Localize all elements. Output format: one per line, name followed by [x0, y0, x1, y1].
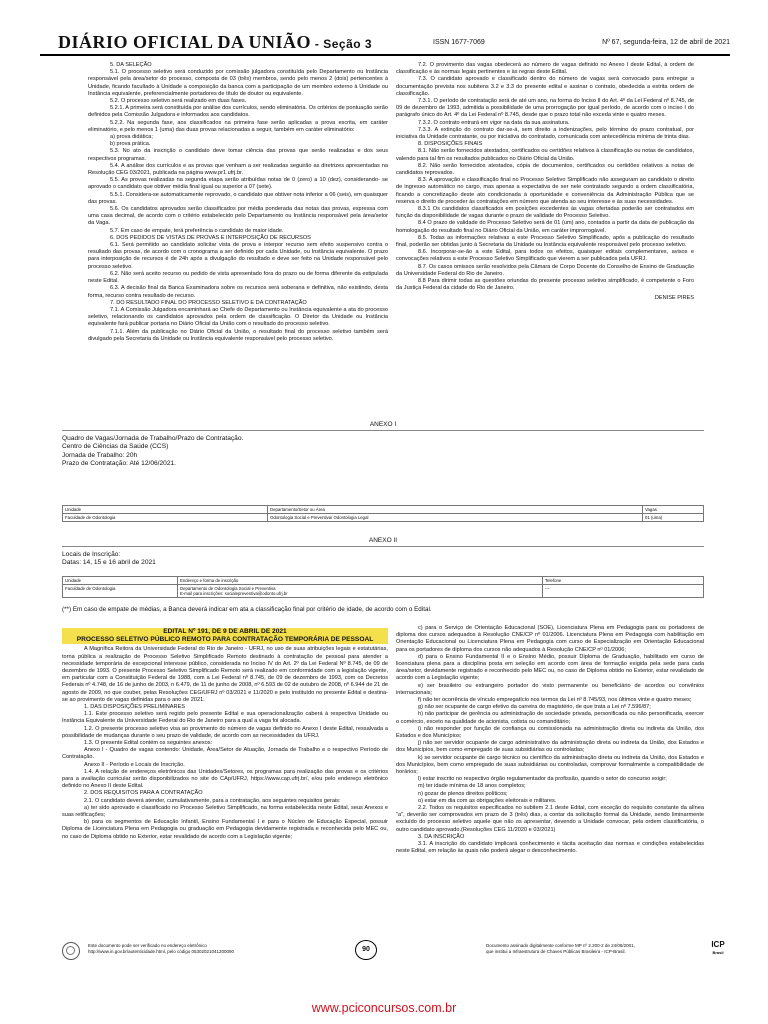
icp-label: ICP: [711, 940, 725, 949]
paragraph: 6. DOS PEDIDOS DE VISTAS DE PROVAS E INTERPOSIÇÃO DE RECURSOS: [110, 234, 311, 241]
paragraph: 8.4 O prazo de validade do Processo Seletivo será de 01 (um) ano, contados a partir da data de publicação da homologação do resultado final no Diário Oficial da União, em caráter improrrogável.: [396, 220, 694, 234]
paragraph: n) gozar de plenos direitos políticos;: [418, 790, 508, 797]
paragraph: 7.3.1. O período de contratação será de até um ano, na forma do Inciso II do Art. 4º da Lei Federal nº 8.745, de 09 de dezembro de 1993, admitida a possibilidade de uma prorrogação por igual período, de acordo com o inciso I do parágrafo único do Art. 4º da Lei Federal nº 8.745, desde que o prazo total não exceda vinte e quatro meses.: [396, 98, 694, 119]
paragraph: 2. DOS REQUISITOS PARA A CONTRATAÇÃO: [84, 790, 203, 797]
edital-subject: PROCESSO SELETIVO PÚBLICO REMOTO PARA CONTRATAÇÃO TEMPORÁRIA DE PESSOAL: [76, 636, 374, 644]
table-cell: Faculdade de Odontologia: [63, 514, 268, 522]
page-number: 90: [355, 940, 377, 960]
paragraph: m) ter idade mínima de 18 anos completos;: [418, 783, 526, 790]
paragraph: 7.3. O candidato aprovado e classificado dentro do número de vagas será convocado para entregar a documentação prevista nos subitens 3.2 e 3.3 do presente edital e assinar o contrato, obedecida a estrita ordem de classificação.: [396, 76, 694, 97]
info-line: Jornada de Trabalho: 20h: [62, 451, 138, 459]
paragraph: a) ter sido aprovado e classificado no Processo Seletivo Simplificado, na forma estabelecida neste Edital, seus Anexos e suas retificações;: [62, 804, 388, 819]
paragraph: g) não ser ocupante de cargo efetivo da carreira do magistério, de que trata a Lei nº 7.596/87;: [418, 704, 651, 711]
paragraph: h) não participar de gerência ou administração de sociedade privada, personificada ou não personificada, exercer o comércio, exceto na qualidade de acionista, cotista ou comanditário;: [396, 711, 704, 725]
paragraph: A Magnífica Reitora da Universidade Federal do Rio de Janeiro - UFRJ, no uso de suas atribuições legais e estatutárias, torna pública a realização de Processo Seletivo Simplificado Remoto destinado à contratação de pessoal para atender a necessidade temporária de excepcional interesse público, considerada no Inciso IV do Art. 2º da Lei Federal Nº 8.745, de 09 de dezembro de 1993. O presente Processo Seletivo Simplificado Remoto será realizado em conformidade com a legislação vigente, em particular com a Constituição Federal de 1988, com a Lei Federal nº 8.745, de 09 de dezembro de 1993, com os Decretos Federais nº 4.748, de 16 de junho de 2003, n 6.479, de 11 de junho de 2008, nº 6.593 de 02 de outubro de 2008, nº 6.944 de 21 de agosto de 2009, no que couber, pelas Resoluções CEG/UFRJ nº 03/2021 e 11/2020 e pelo instituído no presente Edital e destina-se ao provimento de vagas definidas para o ano de 2021.: [62, 646, 388, 703]
paragraph: 5.5. As provas realizadas na segunda etapa serão atribuídas notas de 0 (zero) a 10 (dez), considerando- se aprovado o candidato que obtiver média final igual ou superior a 07 (sete).: [88, 177, 388, 191]
lower-left-column: [62, 628, 388, 841]
table-row: [63, 506, 704, 514]
edital-heading: [62, 628, 388, 644]
table-cell-line: Departamento de Odontologia Social e Preventiva: [180, 586, 276, 591]
paragraph: i) não responder por função de confiança ou comissionada na administração direta ou indireta da União, dos Estados e dos Municípios;: [396, 725, 704, 740]
paragraph: 2.2. Todos os requisitos especificados no subitem 2.1 deste Edital, com exceção do requisito constante da alínea "a", deverão ser comprovados em prazo de 3 (três) dias, a contar da solicitação formal da Unidade, sendo liminarmente excluído do processo seletivo aquele que não os apresentar, devendo a Unidade convocar, pela ordem classificatória, o outro candidato aprovado.(Resoluções CEG 11/2020 e 03/2021): [396, 805, 704, 833]
upper-right-column: [396, 62, 694, 302]
table-cell: Faculdade de Odontologia: [63, 585, 178, 598]
paragraph: 5.4. A análise dos currículos e as provas que venham a ser realizadas seguirão as diretrizes apresentadas na Resolução CEG 03/2021, publicada na página www.pr1.ufrj.br.: [88, 162, 388, 177]
paragraph: Anexo I - Quadro de vagas contendo: Unidade, Área/Setor de Atuação, Jornada de Trabalho e o respectivo Período de Contratação.: [62, 747, 388, 761]
paragraph: 5.6. Os candidatos aprovados serão classificados por média ponderada das notas das provas, expressa com uma casa decimal, de acordo com o critério estabelecido pelo Departamento ou Instância responsável pela área/setor da Vaga.: [88, 206, 388, 227]
info-line: Centro de Ciências da Saúde (CCS): [62, 443, 169, 451]
paragraph: Anexo II - Período e Locais de Inscrição.: [84, 761, 185, 768]
paragraph: 5.3. No ato da inscrição o candidato deve tomar ciência das provas que serão realizadas e dos seus respectivos programas.: [88, 148, 388, 162]
table-header: Endereço e forma de inscrição: [178, 577, 543, 585]
paragraph: 8.6. Incorporar-se-ão a este Edital, para todos os efeitos, quaisquer editais complementares, avisos e convocações relativos a este Processo Seletivo Simplificado que vierem a ser publicados pela UFRJ.: [396, 249, 694, 263]
paragraph: l) estar inscrito no respectivo órgão regulamentador da profissão, quando o setor do concurso exigir;: [418, 776, 667, 783]
annex2-title: ANEXO II: [368, 537, 398, 544]
source-site-link[interactable]: www.pciconcursos.com.br: [311, 1001, 457, 1015]
masthead-title: DIÁRIO OFICIAL DA UNIÃO: [58, 32, 312, 52]
tiebreak-note: (**) Em caso de empate de médias, a Banca deverá indicar em ata a classificação final por critério de idade, de acordo com o Edital.: [62, 606, 432, 613]
paragraph: 7.1. A Comissão Julgadora encaminhará ao Chefe do Departamento ou Instância equivalente a ata do processo seletivo, relacionando os candidatos aprovados pela ordem de classificação. O Diretor da Unidade ou Instância equivalente fará publicar portaria no Diário Oficial da União com o resultado do processo seletivo.: [88, 306, 388, 328]
annex1-info: [62, 435, 243, 469]
icp-brasil-logo: [707, 940, 729, 962]
annex1-table: [62, 505, 704, 522]
edital-number: EDITAL Nº 191, DE 9 DE ABRIL DE 2021: [163, 628, 287, 635]
paragraph: 3.1. A inscrição do candidato implicará conhecimento e tácita aceitação das normas e condições estabelecidas neste Edital, em relação às quais não poderá alegar o desconhecimento.: [396, 841, 704, 855]
paragraph: 7.3.3. A extinção do contrato dar-se-á, sem direito a indenizações, pelo término do prazo contratual, por iniciativa da Unidade contratante, ou por iniciativa do contratado, comunicada com antecedência mínima de trinta dias.: [396, 126, 694, 141]
paragraph: 6.1. Será permitido ao candidato solicitar vista de prova e interpor recurso sem efeito suspensivo contra o resultado das provas, de acordo com o cronograma a ser definido por cada Unidade, ou Instância equivalente. O prazo para interposição de recursos é de 24h após a divulgação do resultado e deve ser feito na Unidade responsável pelo processo seletivo.: [88, 242, 388, 270]
paragraph: 5.7. Em caso de empate, terá preferência o candidato de maior idade.: [110, 227, 284, 234]
paragraph: 7.2. O provimento das vagas obedecerá ao número de vagas definido no Anexo I deste Edital, à ordem de classificação e às normas legais pertinentes e às regras deste Edital.: [396, 62, 694, 76]
paragraph: 5.2.2. Na segunda fase, aos classificados na primeira fase serão aplicadas a prova escrita, em caráter eliminatório, e pelo menos 1 (uma) das duas provas relacionadas a seguir, também em caráter eliminatório:: [88, 119, 388, 133]
paragraph: 8.8 Para dirimir todas as questões oriundas do presente processo seletivo simplificado, é competente o Foro da Justiça Federal da cidade do Rio de Janeiro.: [396, 278, 694, 292]
paragraph: 8.7. Os casos omissos serão resolvidos pela Câmara de Corpo Docente do Conselho de Ensino de Graduação da Universidade Federal do Rio de Janeiro.: [396, 263, 694, 277]
paragraph: 7.3.2. O contrato entrará em vigor na data da sua assinatura.: [418, 119, 570, 126]
annex2-table: [62, 576, 704, 598]
table-cell: 01 (uma): [643, 514, 704, 522]
table-cell: ---: [543, 585, 704, 598]
annex1-rule: [62, 430, 704, 431]
paragraph: b) prova prática.: [110, 141, 151, 148]
table-cell: [178, 585, 543, 598]
signature-note: [486, 943, 635, 955]
paragraph: 8.3.1 Os candidatos classificados em posições excedentes às vagas ofertadas poderão ser contratados em função da disponibilidade de vagas durante o prazo de validade do Processo Seletivo.: [396, 206, 694, 220]
coat-of-arms-icon: [62, 942, 80, 960]
issue-date: Nº 67, segunda-feira, 12 de abril de 2021: [602, 39, 730, 46]
paragraph: 1.3. O presente Edital contém os seguintes anexos:: [84, 740, 213, 747]
paragraph: a) prova didática;: [110, 134, 153, 141]
verification-line: Este documento pode ser verificado no endereço eletrônico: [88, 943, 207, 948]
table-header: Departamento/Setor ou Área: [268, 506, 643, 514]
paragraph: 8. DISPOSIÇÕES FINAIS: [418, 141, 483, 148]
table-header: Vagas: [643, 506, 704, 514]
table-row: [63, 577, 704, 585]
signature: DENISE PIRES: [654, 294, 694, 301]
paragraph: 8.2. Não serão fornecidos atestados, cópia de documentos, certificados ou certidões relativos a notas de candidatos reprovados.: [396, 162, 694, 177]
paragraph: 5. DA SELEÇÃO: [110, 62, 152, 68]
upper-left-column: [88, 62, 388, 343]
table-header: Unidade: [63, 577, 178, 585]
paragraph: f) não ter ocorrência de vínculo empregatício nos termos da Lei nº 8.745/93, nos últimos vinte e quatro meses;: [418, 697, 692, 704]
paragraph: 8.3. A aprovação e classificação final no Processo Seletivo Simplificado não asseguram ao candidato o direito de ingresso automático no cargo, mas apenas a expectativa de ser nele contratado segundo a ordem classificatória, ficando a concretização deste ato condicionada à oportunidade e conveniência da Administração Pública que se reserva o direito de proceder às contratações em número que atenda ao seu interesse e às suas necessidades.: [396, 177, 694, 205]
page-footer: [40, 938, 730, 968]
paragraph: 5.2.1. A primeira será constituída por análise dos currículos, sendo eliminatória. Os critérios de pontuação serão definidos pela Comissão Julgadora e informados aos candidatos.: [88, 105, 388, 119]
paragraph: 7. DO RESULTADO FINAL DO PROCESSO SELETIVO E DA CONTRATAÇÃO: [110, 299, 307, 306]
paragraph: 7.1.1. Além da publicação no Diário Oficial da União, o resultado final do processo seletivo também será divulgado pela Secretaria da Unidade ou Instância equivalente responsável pelo processo seletivo.: [88, 328, 388, 342]
paragraph: 8.5. Todas as informações relativas a este Processo Seletivo Simplificado, após a publicação do resultado final, poderão ser obtidas junto à Secretaria da Unidade ou Instância equivalente responsável pelo processo seletivo.: [396, 234, 694, 249]
table-row: [63, 514, 704, 522]
paragraph: d) para o Ensino Fundamental II e o Ensino Médio, possuir Diploma de Graduação, habilitado em curso de licenciatura plena para a disciplina posta em seleção em acordo com área de formação exigida pela sede para cada área/setor, devidamente registrado e reconhecido pelo MEC ou, no caso de Diploma obtido no Exterior, estar revalidado de acordo com a Legislação vigente;: [396, 653, 704, 682]
masthead: [58, 32, 372, 53]
info-line: Prazo de Contratação: Até 12/06/2021.: [62, 460, 177, 468]
paragraph: 8.1. Não serão fornecidos atestados, certificados ou certidões relativos à classificação ou notas de candidatos, valendo para tal fim os resultados publicados no Diário Oficial da União.: [396, 148, 694, 162]
paragraph: 6.2. Não será aceito recurso ou pedido de vista apresentado fora do prazo ou de forma diferente da estipulada neste Edital.: [88, 270, 388, 285]
paragraph: o) estar em dia com as obrigações eleitorais e militares.: [418, 797, 557, 804]
paragraph: k) se servidor ocupante de cargo técnico ou científico da administração direta ou indireta da União, dos Estados e dos Municípios, bem como empregado de suas subsidiárias ou controladas, comprovar formalmente a compatibilidade de horários;: [396, 754, 704, 776]
table-cell: Odontologia Social e Preventiva/ Odontologia Legal: [268, 514, 643, 522]
paragraph: 5.1. O processo seletivo será conduzido por comissão julgadora constituída pelo Departamento ou Instância responsável pela área/setor do processo, composta de 03 (três) membros, sendo pelo menos 2 (dois) pertencentes à Unidade, ficando facultado à Unidade a composição da banca com a participação de um membro externo à Unidade ou Instância equivalente, preferencialmente portadores de título de doutor ou equivalente.: [88, 69, 388, 97]
icp-sublabel: Brasil: [712, 950, 724, 955]
masthead-section: - Seção 3: [311, 37, 373, 51]
paragraph: b) para os segmentos de Educação Infantil, Ensino Fundamental I e para o Núcleo de Educação Especial, possuir Diploma de Licenciatura Plena em Pedagogia ou graduação em Pedagogia devidamente registrada e reconhecida pelo MEC ou, no caso de Diploma obtido no Exterior, estar revalidado de acordo com a Legislação vigente;: [62, 819, 388, 840]
table-header: Unidade: [63, 506, 268, 514]
paragraph: 5.2. O processo seletivo será realizado em duas fases.: [110, 98, 247, 105]
paragraph: 1.2. O presente processo seletivo visa ao provimento do número de vagas definido no Anexo I deste Edital, ressalvada a possibilidade de mudanças durante o seu prazo de validade, de acordo com as necessidades da UFRJ.: [62, 725, 388, 739]
paragraph: 1. DAS DISPOSIÇÕES PRELIMINARES: [84, 704, 186, 711]
table-header: Telefone: [543, 577, 704, 585]
paragraph: 6.3. A decisão final da Banca Examinadora sobre os recursos será soberana e definitiva, não existindo, desta forma, recurso contra resultado de recurso.: [88, 285, 388, 299]
info-line: Datas: 14, 15 e 16 abril de 2021: [62, 559, 156, 567]
signature-note-line2: que institui a Infraestrutura de Chaves Públicas Brasileira - ICP-Brasil.: [486, 949, 626, 954]
table-cell-email: E-mail para inscrições: socialepreventiva@odonto.ufrj.br: [180, 591, 288, 596]
issn: ISSN 1677-7069: [433, 39, 485, 46]
paragraph: j) não ser servidor ocupante de cargo administrativo da administração direta ou indireta da União, dos Estados e dos Municípios, bem como empregado de suas subsidiárias ou controladas;: [396, 740, 704, 754]
page-header: [40, 32, 730, 56]
lower-right-column: [396, 625, 704, 856]
paragraph: 1.1. Este processo seletivo será regido pelo presente Edital e sua operacionalização caberá à respectiva Unidade ou Instância Equivalente da Universidade Federal do Rio de Janeiro para a qual a vaga foi alocada.: [62, 711, 388, 725]
paragraph: 5.5.1. Considera-se automaticamente reprovado, o candidato que obtiver nota inferior a 06 (seis), em quaisquer das provas.: [88, 191, 388, 205]
table-row: [63, 585, 704, 598]
info-line: Quadro de Vagas/Jornada de Trabalho/Prazo de Contratação.: [62, 435, 244, 442]
paragraph: c) para o Serviço de Orientação Educacional (SOE), Licenciatura Plena em Pedagogia para os portadores de diploma dos cursos adequados à Resolução CNE/CP nº 01/2006. Licenciatura Plena em Pedagogia com habilitação em Orientação Educacional ou Licenciatura Plena em Pedagogia com curso de Especialização em Orientação Educacional para os portadores de diploma dos cursos não adequados à Resolução CNE/CP nº 01/2006;: [396, 625, 704, 653]
paragraph: e) ser brasileiro ou estrangeiro portador do visto permanente ou beneficiário de acordos ou convênios internacionais;: [396, 682, 704, 696]
verification-code: http://www.in.gov.br/autenticidade.html, pelo código 05302021041200090: [88, 949, 235, 954]
paragraph: 3. DA INSCRIÇÃO: [418, 833, 465, 840]
info-line: Locais de Inscrição:: [62, 551, 121, 558]
paragraph: 2.1. O candidato deverá atender, cumulativamente, para a contratação, aos seguintes requisitos gerais:: [84, 797, 341, 804]
verification-note: [88, 943, 234, 955]
annex2-info: [62, 551, 156, 568]
annex2-rule: [62, 546, 704, 547]
signature-note-line1: Documento assinado digitalmente conforme MP nº 2.200-2 de 24/08/2001,: [486, 943, 635, 948]
paragraph: 1.4. A relação de endereços eletrônicos das Unidades/Setores, os programas para realização das provas e os critérios para a avaliação curricular serão disponibilizados no site do CAp/UFRJ, https://www.cap.ufrj.br/, e/ou pelo endereço eletrônico definido no Anexo II deste Edital.: [62, 768, 388, 790]
annex1-title: ANEXO I: [369, 421, 397, 428]
